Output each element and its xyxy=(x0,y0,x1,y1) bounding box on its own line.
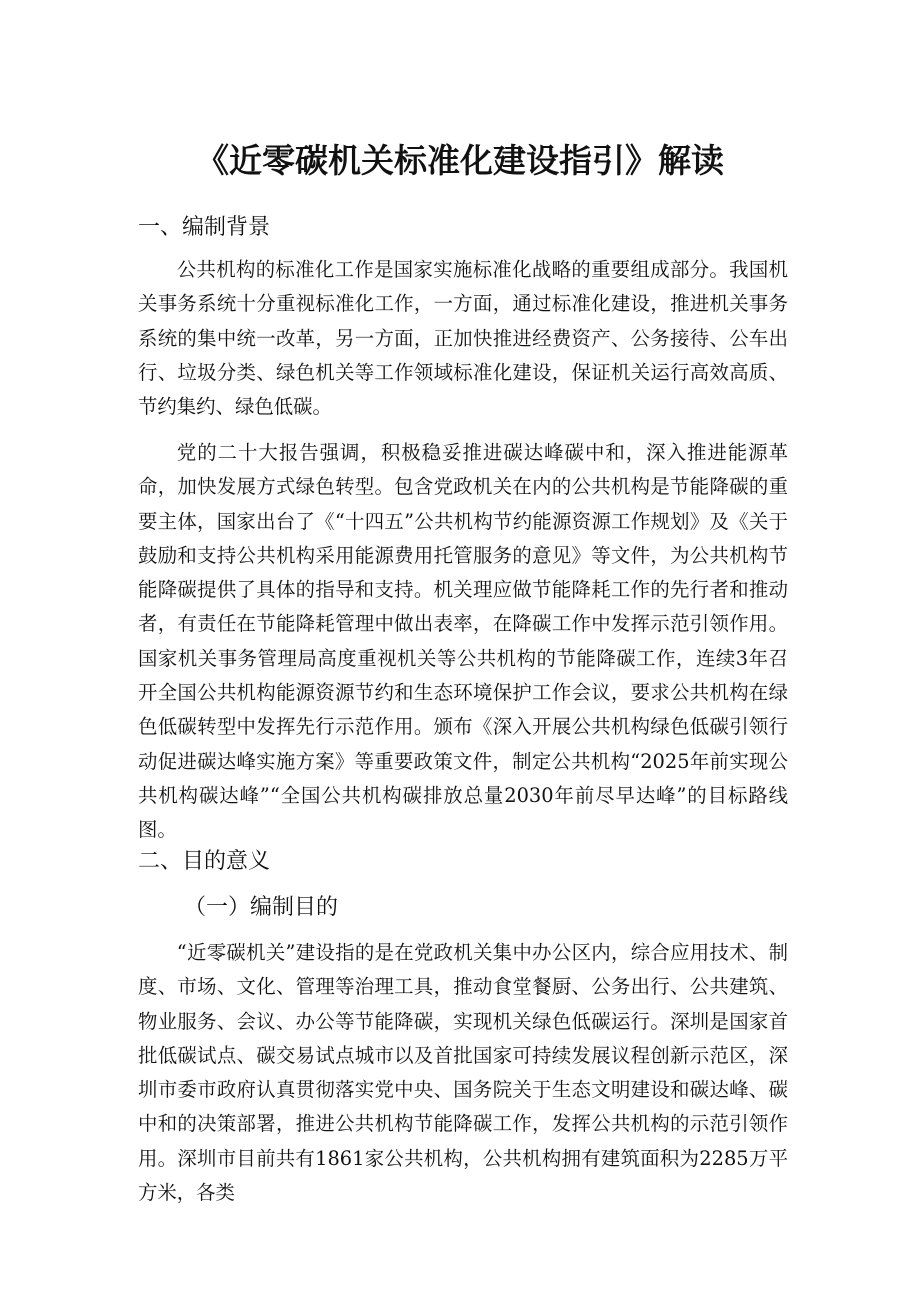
document-title: 《近零碳机关标准化建设指引》解读 xyxy=(196,141,724,180)
section-heading-background: 一、编制背景 xyxy=(138,215,271,240)
subsection-heading-purpose: （一）编制目的 xyxy=(184,895,339,920)
paragraph-background-1: 公共机构的标准化工作是国家实施标准化战略的重要组成部分。我国机关事务系统十分重视标准化工作，一方面，通过标准化建设，推进机关事务系统的集中统一改革，另一方面，正加快推进经费资产、公务接待、公车出行、垃圾分类、绿色机关等工作领域标准化建设，保证机关运行高效高质、节约集约、绿色低碳。 xyxy=(138,258,788,419)
paragraph-purpose-1: “近零碳机关”建设指的是在党政机关集中办公区内，综合应用技术、制度、市场、文化、管理等治理工具，推动食堂餐厨、公务出行、公共建筑、物业服务、会议、办公等节能降碳，实现机关绿色低碳运行。深圳是国家首批低碳试点、碳交易试点城市以及首批国家可持续发展议程创新示范区，深圳市委市政府认真贯彻落实党中央、国务院关于生态文明建设和碳达峰、碳中和的决策部署，推进公共机构节能降碳工作，发挥公共机构的示范引领作用。深圳市目前共有1861家公共机构，公共机构拥有建筑面积为2285万平方米，各类 xyxy=(138,941,788,1205)
paragraph-background-2: 党的二十大报告强调，积极稳妥推进碳达峰碳中和，深入推进能源革命，加快发展方式绿色转型。包含党政机关在内的公共机构是节能降碳的重要主体，国家出台了《“十四五”公共机构节约能源资源工作规划》及《关于鼓励和支持公共机构采用能源费用托管服务的意见》等文件，为公共机构节能降碳提供了具体的指导和支持。机关理应做节能降耗工作的先行者和推动者，有责任在节能降耗管理中做出表率，在降碳工作中发挥示范引领作用。国家机关事务管理局高度重视机关等公共机构的节能降碳工作，连续3年召开全国公共机构能源资源节约和生态环境保护工作会议，要求公共机构在绿色低碳转型中发挥先行示范作用。颁布《深入开展公共机构绿色低碳引领行动促进碳达峰实施方案》等重要政策文件，制定公共机构“2025年前实现公共机构碳达峰”“全国公共机构碳排放总量2030年前尽早达峰”的目标路线图。 xyxy=(138,441,788,842)
section-heading-purpose: 二、目的意义 xyxy=(138,849,271,874)
